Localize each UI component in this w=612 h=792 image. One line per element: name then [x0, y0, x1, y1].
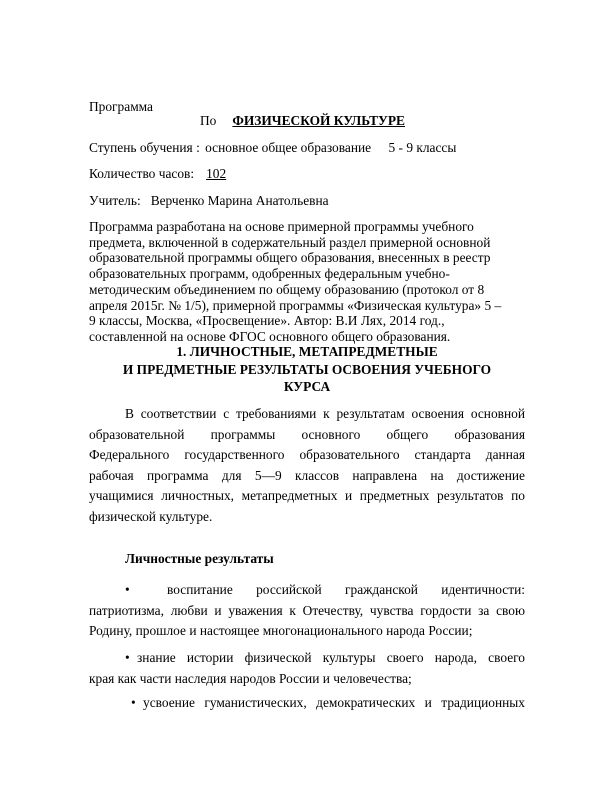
teacher-name: Верченко Марина Анатольевна [150, 193, 329, 208]
list-item-text: знание истории физической культуры своего народа, своего [137, 650, 525, 665]
paragraph-line: учащимися личностных, метапредметных и предметных результатов по [89, 488, 525, 503]
description-line: Программа разработана на основе примерной программы учебного [89, 219, 474, 234]
list-item [89, 693, 525, 714]
description-line: предмета, включенной в содержательный раздел примерной основной [89, 234, 491, 250]
program-label: Программа [89, 99, 153, 114]
hours-label: Количество часов: [89, 166, 195, 181]
teacher-line [89, 193, 329, 209]
paragraph-line: рабочая программа для 5—9 классов направлена на достижение [89, 467, 525, 483]
hours-line [89, 166, 240, 182]
paragraph-line: Федерального государственного образовательного стандарта данная [89, 447, 525, 462]
description-line: методическим объединением по общему образованию (протокол от 8 [89, 281, 485, 297]
stage-label: Ступень обучения : [89, 140, 200, 155]
section-heading-line: КУРСА [283, 379, 331, 394]
description-line: составленной на основе ФГОС основного общего образования. [89, 328, 451, 344]
stage-value: основное общее образование [205, 140, 372, 155]
title-subject: ФИЗИЧЕСКОЙ КУЛЬТУРЕ [232, 113, 405, 128]
list-item [89, 580, 525, 642]
description-line: образовательной программы общего образования, внесенных в реестр [89, 250, 491, 266]
title-prefix: По [200, 113, 217, 128]
hours-value: 102 [206, 166, 227, 181]
list-item-line [89, 693, 525, 714]
paragraph-line: физической культуре. [89, 508, 213, 524]
list-item-line [89, 648, 525, 669]
section-heading-line: И ПРЕДМЕТНЫЕ РЕЗУЛЬТАТЫ ОСВОЕНИЯ УЧЕБНОГО [122, 361, 492, 377]
document-title [200, 113, 405, 129]
stage-line [89, 140, 456, 156]
description-line: образовательных программ, одобренных федеральным учебно- [89, 266, 450, 282]
list-item [89, 648, 525, 689]
personal-results-heading: Личностные результаты [125, 551, 274, 566]
bullet-icon: • [125, 650, 130, 665]
paragraph-line: образовательной программы основного общего образования [89, 426, 525, 442]
list-item-line: патриотизма, любви и уважения к Отечеству, чувства гордости за свою [89, 602, 525, 618]
bullet-icon: • [125, 582, 130, 597]
description-line: 9 классы, Москва, «Просвещение». Автор: В.И Лях, 2014 год., [89, 313, 445, 329]
grades-value: 5 - 9 классы [388, 140, 457, 155]
section-heading-line: 1. ЛИЧНОСТНЫЕ, МЕТАПРЕДМЕТНЫЕ [176, 344, 438, 359]
list-item-text: усвоение гуманистических, демократических и традиционных [143, 695, 525, 710]
paragraph-line: В соответствии с требованиями к результатам освоения основной [125, 406, 525, 421]
list-item-line: Родину, прошлое и настоящее многонационального народа России; [89, 623, 473, 638]
program-description [89, 219, 525, 345]
bullet-icon: • [131, 695, 136, 710]
teacher-label: Учитель: [89, 193, 141, 208]
list-item-line: края как части наследия народов России и человечества; [89, 670, 412, 686]
intro-paragraph [89, 404, 525, 527]
list-item-text: воспитание российской гражданской идентичности: [167, 582, 525, 597]
list-item-line [89, 580, 525, 601]
description-line: апреля 2015г. № 1/5), примерной программы «Физическая культура» 5 – [89, 297, 502, 313]
section-heading [89, 343, 525, 396]
